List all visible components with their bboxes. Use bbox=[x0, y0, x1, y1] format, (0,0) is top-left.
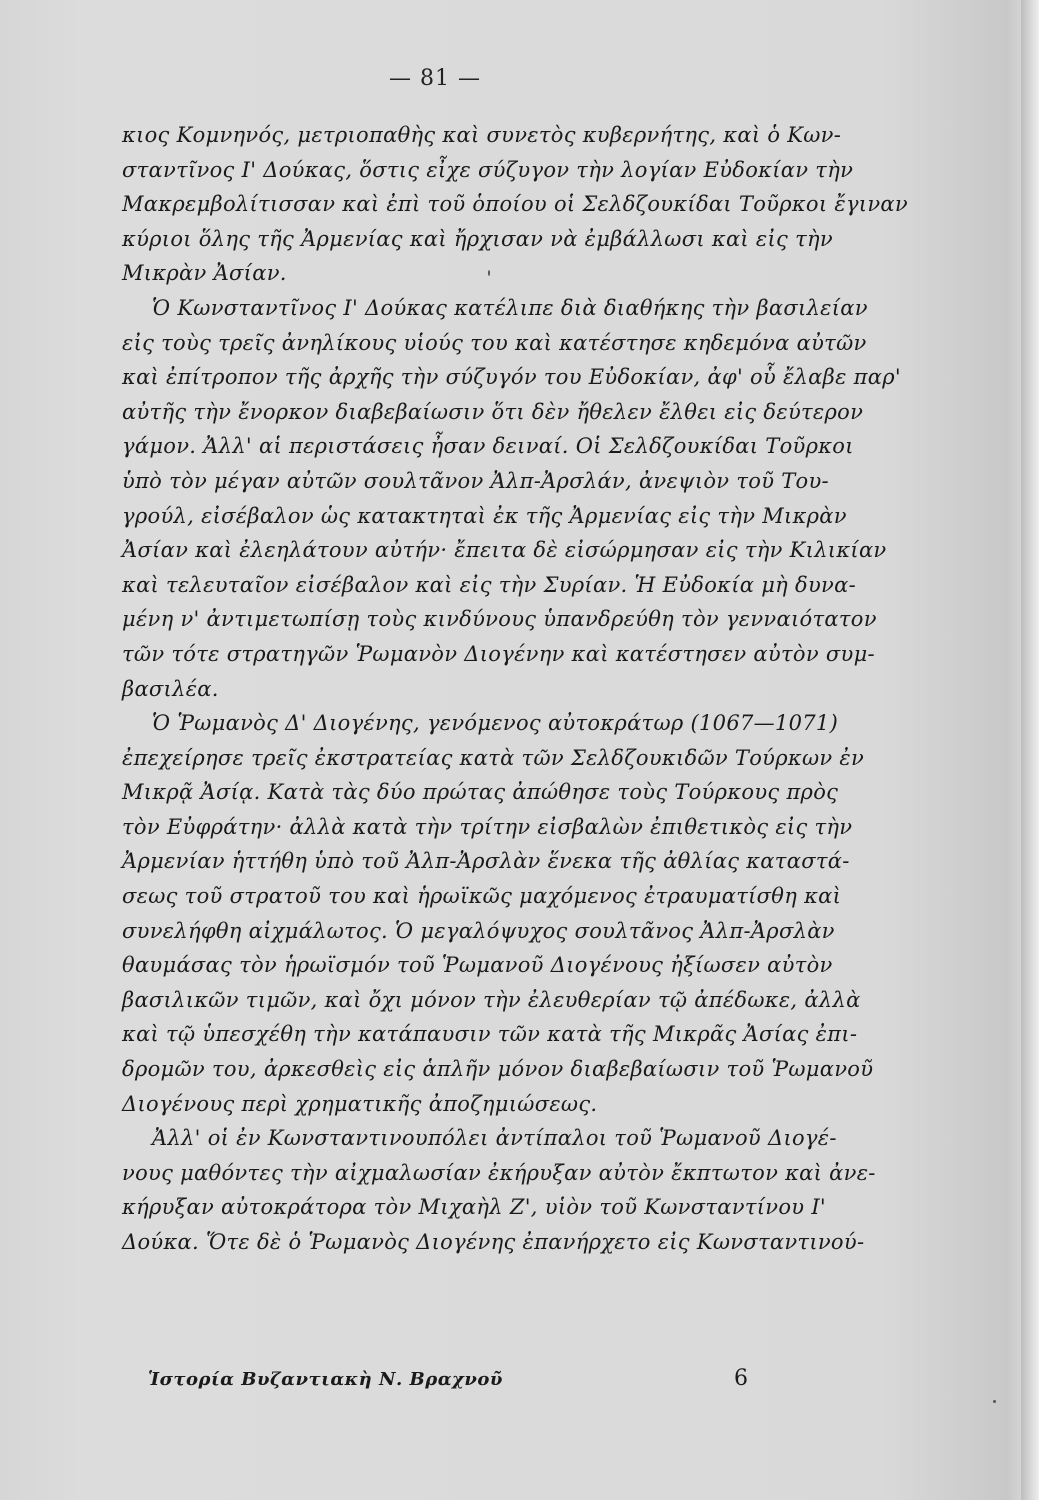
text-line: Μικρᾷ Ἀσίᾳ. Κατὰ τὰς δύο πρώτας ἀπώθησε τοὺς Τούρκους πρὸς bbox=[122, 780, 839, 805]
text-line: κιος Κομνηνός, μετριοπαθὴς καὶ συνετὸς κυβερνήτης, καὶ ὁ Κων- bbox=[122, 123, 842, 147]
text-line: αὐτῆς τὴν ἔνορκον διαβεβαίωσιν ὅτι δὲν ἤθελεν ἔλθει εἰς δεύτερον bbox=[122, 399, 864, 424]
text-line: εἰς τοὺς τρεῖς ἀνηλίκους υἱούς του καὶ κατέστησε κηδεμόνα αὐτῶν bbox=[122, 330, 867, 355]
text-line: Διογένους περὶ χρηματικῆς ἀποζημιώσεως. bbox=[122, 1091, 598, 1116]
page-footer bbox=[148, 1352, 748, 1391]
text-line: σεως τοῦ στρατοῦ του καὶ ἡρωϊκῶς μαχόμενος ἐτραυματίσθη καὶ bbox=[122, 884, 842, 909]
page-edge bbox=[1021, 0, 1039, 1500]
text-line: γρούλ, εἰσέβαλον ὡς κατακτηταὶ ἐκ τῆς Ἀρμενίας εἰς τὴν Μικρὰν bbox=[122, 503, 847, 528]
paper-speck bbox=[993, 1400, 996, 1403]
text-line: καὶ τελευταῖον εἰσέβαλον καὶ εἰς τὴν Συρίαν. Ἡ Εὐδοκία μὴ δυνα- bbox=[122, 572, 856, 597]
text-line: βασιλικῶν τιμῶν, καὶ ὄχι μόνον τὴν ἐλευθερίαν τῷ ἀπέδωκε, ἀλλὰ bbox=[122, 987, 861, 1012]
body-text bbox=[122, 118, 908, 1260]
text-line: Ὁ Ῥωμανὸς Δ' Διογένης, γενόμενος αὐτοκράτωρ (1067—1071) bbox=[152, 711, 839, 736]
text-line: νους μαθόντες τὴν αἰχμαλωσίαν ἐκήρυξαν αὐτὸν ἔκπτωτον καὶ ἀνε- bbox=[122, 1160, 876, 1185]
text-line: γάμον. Ἀλλ' αἱ περιστάσεις ἦσαν δειναί. Οἱ Σελδζουκίδαι Τοῦρκοι bbox=[122, 434, 854, 459]
paper-speck bbox=[488, 270, 490, 276]
text-line: βασιλέα. bbox=[122, 676, 219, 701]
text-line: κήρυξαν αὐτοκράτορα τὸν Μιχαὴλ Ζ', υἱὸν τοῦ Κωνσταντίνου Ι' bbox=[122, 1195, 826, 1220]
text-line: Ἀσίαν καὶ ἐλεηλάτουν αὐτήν· ἔπειτα δὲ εἰσώρμησαν εἰς τὴν Κιλικίαν bbox=[122, 538, 887, 563]
text-line: Μικρὰν Ἀσίαν. bbox=[122, 261, 287, 286]
text-line: δρομῶν του, ἀρκεσθεὶς εἰς ἁπλῆν μόνον διαβεβαίωσιν τοῦ Ῥωμανοῦ bbox=[122, 1057, 874, 1082]
page-number: — 81 — bbox=[389, 66, 481, 91]
text-line: συνελήφθη αἰχμάλωτος. Ὁ μεγαλόψυχος σουλτᾶνος Ἀλπ-Ἀρσλὰν bbox=[122, 918, 835, 943]
text-line: καὶ ἐπίτροπον τῆς ἀρχῆς τὴν σύζυγόν του Εὐδοκίαν, ἀφ' οὗ ἔλαβε παρ' bbox=[122, 365, 901, 390]
text-line: Μακρεμβολίτισσαν καὶ ἐπὶ τοῦ ὁποίου οἱ Σελδζουκίδαι Τοῦρκοι ἔγιναν bbox=[122, 192, 908, 217]
text-line: κύριοι ὅλης τῆς Ἀρμενίας καὶ ἤρχισαν νὰ ἐμβάλλωσι καὶ εἰς τὴν bbox=[122, 226, 833, 251]
text-line: τὸν Εὐφράτην· ἀλλὰ κατὰ τὴν τρίτην εἰσβαλὼν ἐπιθετικὸς εἰς τὴν bbox=[122, 814, 853, 839]
text-line: Δούκα. Ὅτε δὲ ὁ Ῥωμανὸς Διογένης ἐπανήρχετο εἰς Κωνσταντινού- bbox=[122, 1230, 865, 1254]
footer-signature: Ἱστορία Βυζαντιακὴ Ν. Βραχνοῦ bbox=[148, 1369, 503, 1390]
text-line: Ἀλλ' οἱ ἐν Κωνσταντινουπόλει ἀντίπαλοι τοῦ Ῥωμανοῦ Διογέ- bbox=[152, 1126, 837, 1151]
text-line: τῶν τότε στρατηγῶν Ῥωμανὸν Διογένην καὶ κατέστησεν αὐτὸν συμ- bbox=[122, 641, 875, 666]
text-line: θαυμάσας τὸν ἡρωϊσμόν τοῦ Ῥωμανοῦ Διογένους ἠξίωσεν αὐτὸν bbox=[122, 953, 833, 978]
text-line: ὑπὸ τὸν μέγαν αὐτῶν σουλτᾶνον Ἀλπ-Ἀρσλάν, ἀνεψιὸν τοῦ Του- bbox=[122, 468, 829, 493]
sheet-number: 6 bbox=[734, 1366, 748, 1391]
text-line: Ὁ Κωνσταντῖνος Ι' Δούκας κατέλιπε διὰ διαθήκης τὴν βασιλείαν bbox=[152, 295, 868, 320]
text-line: καὶ τῷ ὑπεσχέθη τὴν κατάπαυσιν τῶν κατὰ τῆς Μικρᾶς Ἀσίας ἐπι- bbox=[122, 1022, 858, 1047]
text-line: σταντῖνος Ι' Δούκας, ὅστις εἶχε σύζυγον τὴν λογίαν Εὐδοκίαν τὴν bbox=[122, 157, 854, 182]
text-line: Ἀρμενίαν ἡττήθη ὑπὸ τοῦ Ἀλπ-Ἀρσλὰν ἕνεκα τῆς ἀθλίας καταστά- bbox=[122, 849, 850, 874]
text-line: ἐπεχείρησε τρεῖς ἐκστρατείας κατὰ τῶν Σελδζουκιδῶν Τούρκων ἐν bbox=[122, 745, 865, 770]
text-line: μένη ν' ἀντιμετωπίσῃ τοὺς κινδύνους ὑπανδρεύθη τὸν γενναιότατον bbox=[122, 607, 877, 632]
